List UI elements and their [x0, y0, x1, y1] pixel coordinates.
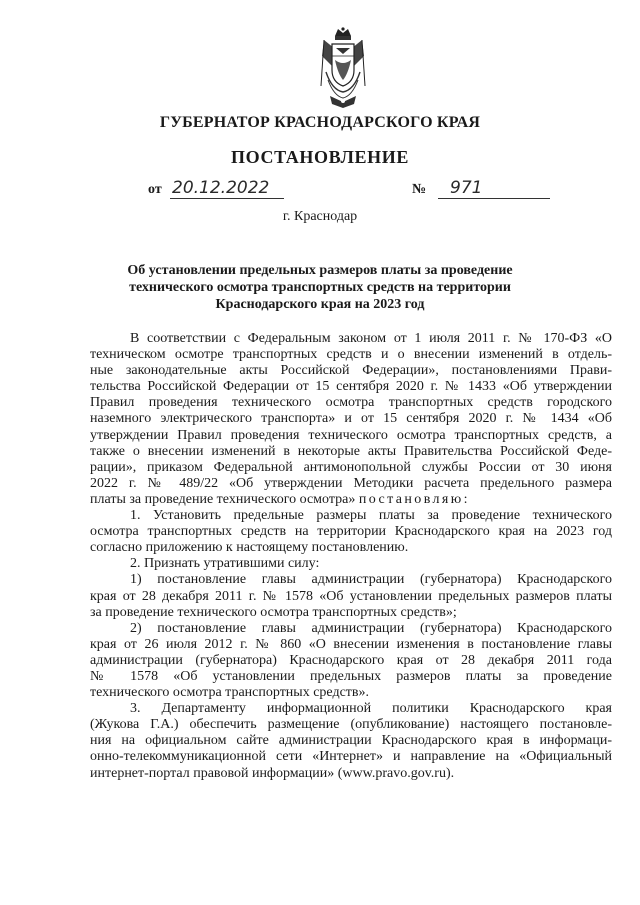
document-date: 20.12.2022 — [170, 178, 284, 199]
body-line: технического осмотра транспортных средств». — [90, 685, 370, 701]
body-line: осмотра транспортных средств на территории Краснодарского края на 2023 год — [90, 524, 612, 540]
body-line: 1. Установить предельные размеры платы за проведение технического — [130, 508, 612, 524]
body-line: 2022 г. № 489/22 «Об утверждении Методики расчета предельного размера — [90, 475, 612, 491]
body-line: за проведение технического осмотра транспортных средств»; — [90, 604, 457, 620]
body-line: онно-телекоммуникационной сети «Интернет» и направление на «Официальный — [90, 749, 612, 765]
date-number-row — [140, 180, 560, 206]
body-line: администрации (губернатора) Краснодарского края от 28 декабря 2011 года — [90, 652, 612, 668]
subject-line: Краснодарского края на 2023 год — [215, 297, 425, 312]
subject-line: Об установлении предельных размеров платы за проведение — [127, 263, 513, 278]
document-number: 971 — [438, 178, 550, 199]
document-subject — [100, 262, 540, 313]
body-line: 2) постановление главы администрации (губернатора) Краснодарского — [130, 620, 612, 636]
body-line: 1) постановление главы администрации (губернатора) Краснодарского — [130, 572, 612, 588]
body-line: края от 26 июля 2012 г. № 860 «О внесении изменения в постановление главы — [90, 636, 612, 652]
body-line: интернет-портал правовой информации» (www.pravo.gov.ru). — [90, 765, 455, 781]
document-body — [90, 331, 612, 782]
organization-title: ГУБЕРНАТОР КРАСНОДАРСКОГО КРАЯ — [159, 114, 481, 131]
subject-line: технического осмотра транспортных средств на территории — [129, 280, 511, 295]
body-line: Правил проведения технического осмотра транспортных средств городского — [90, 395, 612, 411]
resolution-keyword: постановляю: — [358, 491, 470, 507]
body-line: также о внесении изменений в некоторые акты Правительства Российской Феде- — [90, 443, 612, 459]
body-line: (Жукова Г.А.) обеспечить размещение (опубликование) настоящего постановле- — [90, 717, 612, 733]
body-line-text: платы за проведение технического осмотра» — [90, 491, 356, 507]
body-line: ные законодательные акты Российской Федерации», постановлениями Прави- — [90, 363, 612, 379]
krasnodar-coat-of-arms-icon — [318, 26, 368, 108]
body-line: 3. Департаменту информационной политики Краснодарского края — [130, 701, 612, 717]
body-line: тельства Российской Федерации от 15 сентября 2020 г. № 1433 «Об утверждении — [90, 379, 612, 395]
body-line: В соответствии с Федеральным законом от 1 июля 2011 г. № 170-ФЗ «О — [130, 331, 612, 346]
body-line: техническом осмотре транспортных средств и о внесении изменений в отдель- — [90, 347, 612, 363]
body-line: № 1578 «Об установлении предельных размеров платы за проведение — [90, 668, 612, 684]
number-prefix: № — [412, 182, 427, 197]
city-name: г. Краснодар — [282, 209, 358, 224]
body-line: 2. Признать утратившими силу: — [130, 556, 320, 572]
body-line: утверждении Правил проведения технического осмотра транспортных средств, а — [90, 427, 612, 443]
body-line: согласно приложению к настоящему постановлению. — [90, 540, 409, 556]
body-line: рации», приказом Федеральной антимонопольной службы России от 30 июня — [90, 459, 612, 475]
body-line: края от 28 декабря 2011 г. № 1578 «Об установлении предельных размеров платы — [90, 588, 612, 604]
body-line: наземного электрического транспорта» и от 15 сентября 2020 г. № 1434 «Об — [90, 411, 612, 427]
body-line: ния на официальном сайте администрации Краснодарского края в информаци- — [90, 733, 612, 749]
document-type-title: ПОСТАНОВЛЕНИЕ — [231, 147, 409, 167]
body-line — [90, 492, 612, 508]
date-prefix: от — [148, 182, 162, 197]
